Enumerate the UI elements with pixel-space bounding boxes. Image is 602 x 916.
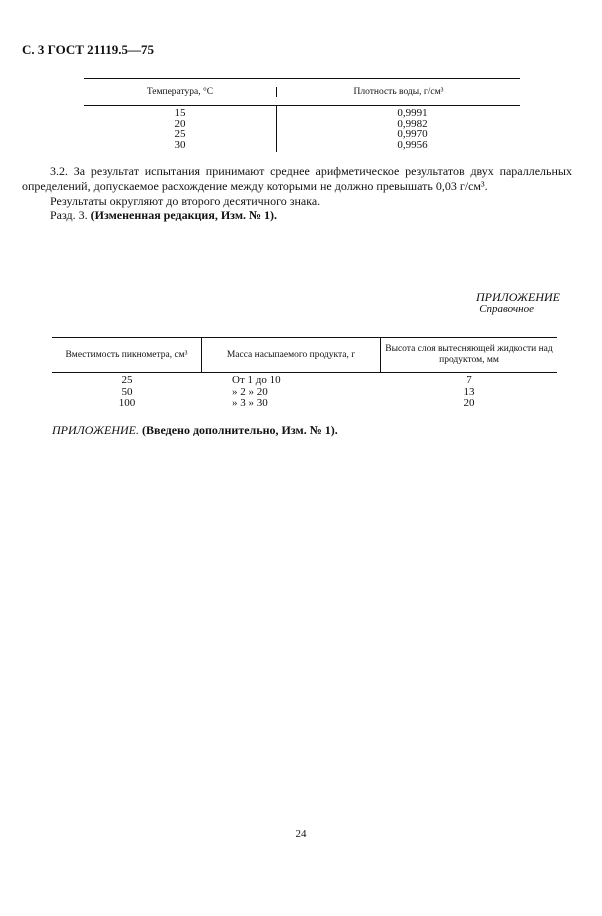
table-cell: 13 [463,385,475,398]
table-body [52,373,557,410]
revision-prefix: Разд. 3. [50,208,88,222]
header-temperature: Температура, °С [84,87,277,97]
table-cell: 0,9991 [397,107,428,119]
height-column [381,375,557,410]
header-density: Плотность воды, г/см³ [353,87,444,97]
table-cell: 0,9970 [397,128,428,140]
header-mass: Масса насыпаемого продукта, г [202,338,381,372]
page-header: С. 3 ГОСТ 21119.5—75 [22,42,154,57]
table-cell: 0,9956 [397,138,428,151]
paragraph-3-2: 3.2. За результат испытания принимают среднее арифметическое результатов двух параллельных определений, допускаемое расхождение между которыми не должно превышать 0,03 г/см³. [22,164,572,193]
appendix-note-bold: (Введено дополнительно, Изм. № 1). [141,423,338,437]
table-cell: » 2 » 20 [232,385,268,398]
paragraph-rounding: Результаты округляют до второго десятичного знака. [50,194,321,208]
paragraph-revision-note [50,208,277,223]
appendix-note-label: ПРИЛОЖЕНИЕ. [52,423,139,437]
appendix-subtitle: Справочное [479,303,534,315]
table-cell: 0,9982 [397,117,428,130]
mass-column [202,375,381,410]
table-cell: 20 [463,397,475,409]
table-cell: От 1 до 10 [232,374,281,386]
appendix-note [52,423,338,438]
revision-bold: (Измененная редакция, Изм. № 1). [90,208,278,222]
table-cell: 50 [121,385,133,398]
table-cell: 7 [466,374,472,386]
volume-column [52,375,202,410]
table-cell: 100 [118,397,136,409]
appendix-title: ПРИЛОЖЕНИЕ [476,290,560,304]
table-cell: 25 [174,128,186,140]
table-cell: » 3 » 30 [232,397,268,409]
pycnometer-table [52,337,557,410]
water-density-table [84,78,520,152]
table-cell: 20 [174,117,186,130]
table-body [84,106,520,152]
temperature-column [84,106,277,152]
density-column [277,106,520,152]
header-height: Высота слоя вытесняющей жидкости над продуктом, мм [385,344,553,365]
table-cell: 30 [174,138,186,151]
table-header-row [52,338,557,372]
table-header-row [84,79,520,105]
header-volume: Вместимость пикнометра, см³ [52,338,202,372]
table-cell: 15 [174,107,186,119]
page-number: 24 [295,828,307,840]
table-cell: 25 [121,374,133,386]
